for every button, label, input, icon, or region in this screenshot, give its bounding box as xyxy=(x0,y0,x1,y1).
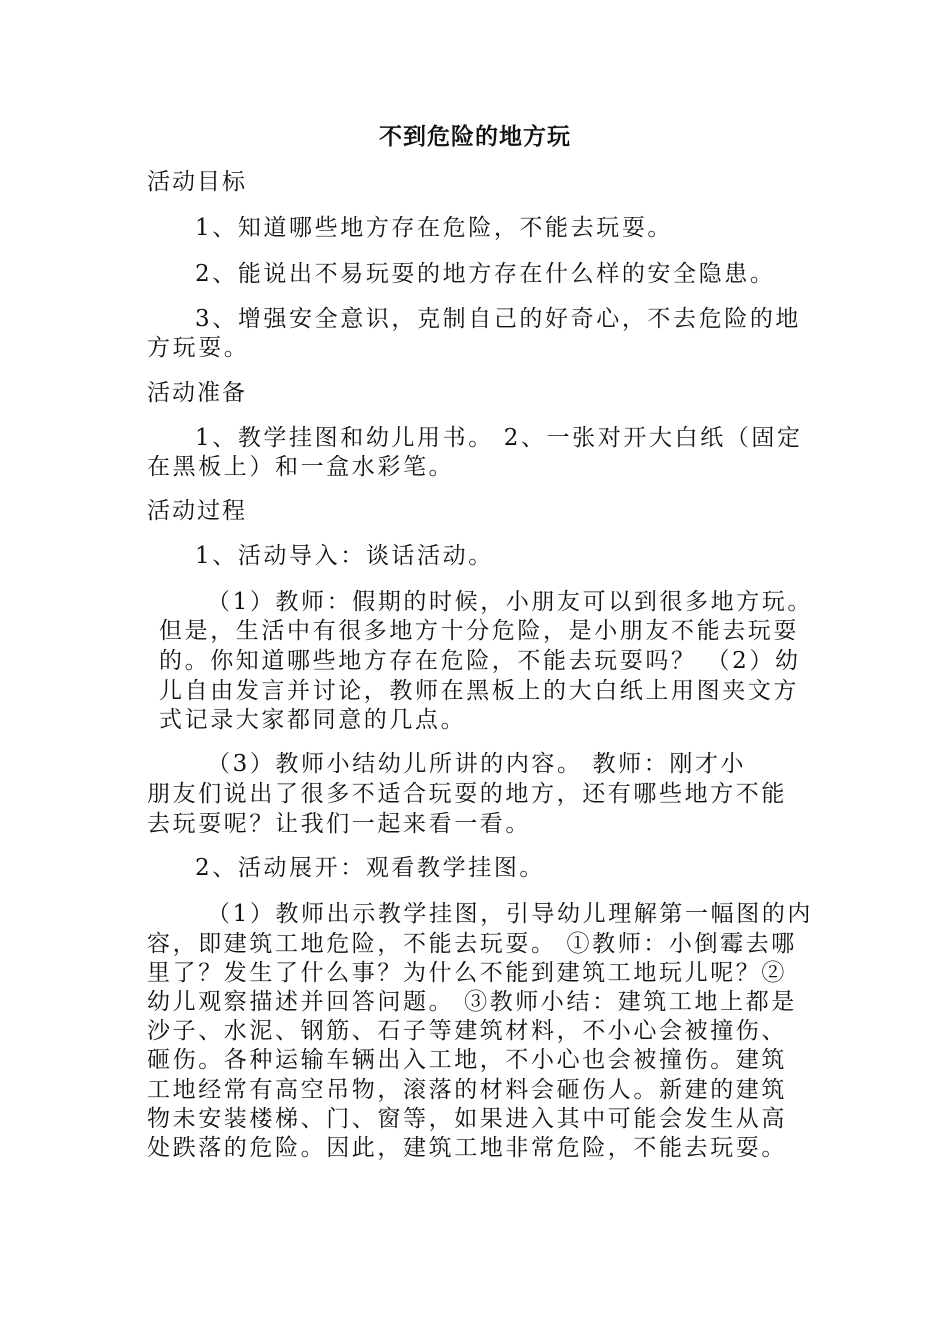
section-heading-prep: 活动准备 xyxy=(147,380,247,406)
process-p1-line3: 的。你知道哪些地方存在危险，不能去玩耍吗？ （2）幼 xyxy=(159,648,801,674)
process-p1-line1: （1）教师：假期的时候，小朋友可以到很多地方玩。 xyxy=(207,589,814,615)
goal-item-1: 1、知道哪些地方存在危险，不能去玩耍。 xyxy=(195,215,674,241)
process-step-1: 1、活动导入：谈话活动。 xyxy=(195,543,494,569)
process-p2-line3: 去玩耍呢？让我们一起来看一看。 xyxy=(147,811,531,837)
process-p3-line7: 工地经常有高空吊物，滚落的材料会砸伤人。新建的建筑 xyxy=(147,1077,787,1103)
goal-item-3-line2: 方玩耍。 xyxy=(147,335,250,361)
process-p3-line3: 里了？发生了什么事？为什么不能到建筑工地玩儿呢？② xyxy=(147,960,787,986)
process-p3-line2: 容，即建筑工地危险，不能去玩耍。 ①教师：小倒霉去哪 xyxy=(147,931,797,957)
process-p3-line8: 物未安装楼梯、门、窗等，如果进入其中可能会发生从高 xyxy=(147,1106,787,1132)
process-p3-line9: 处跌落的危险。因此，建筑工地非常危险，不能去玩耍。 xyxy=(147,1135,787,1161)
process-step-2: 2、活动展开：观看教学挂图。 xyxy=(195,855,546,881)
goal-item-2: 2、能说出不易玩耍的地方存在什么样的安全隐患。 xyxy=(195,261,776,287)
document-title: 不到危险的地方玩 xyxy=(379,124,571,150)
process-p1-line2: 但是，生活中有很多地方十分危险，是小朋友不能去玩耍 xyxy=(159,618,799,644)
process-p2-line1: （3）教师小结幼儿所讲的内容。 教师：刚才小 xyxy=(207,751,747,777)
process-p3-line5: 沙子、水泥、钢筋、石子等建筑材料，不小心会被撞伤、 xyxy=(147,1018,787,1044)
process-p2-line2: 朋友们说出了很多不适合玩耍的地方，还有哪些地方不能 xyxy=(147,781,787,807)
process-p3-line4: 幼儿观察描述并回答问题。 ③教师小结：建筑工地上都是 xyxy=(147,989,797,1015)
goal-item-3-line1: 3、增强安全意识，克制自己的好奇心，不去危险的地 xyxy=(195,306,802,332)
process-p1-line5: 式记录大家都同意的几点。 xyxy=(159,707,467,733)
prep-line-2: 在黑板上）和一盒水彩笔。 xyxy=(147,454,455,480)
section-heading-process: 活动过程 xyxy=(147,498,247,524)
process-p1-line4: 儿自由发言并讨论，教师在黑板上的大白纸上用图夹文方 xyxy=(159,678,799,704)
prep-line-1: 1、教学挂图和幼儿用书。 2、一张对开大白纸（固定 xyxy=(195,425,803,451)
process-p3-line6: 砸伤。各种运输车辆出入工地，不小心也会被撞伤。建筑 xyxy=(147,1047,787,1073)
process-p3-line1: （1）教师出示教学挂图，引导幼儿理解第一幅图的内 xyxy=(207,901,814,927)
section-heading-goals: 活动目标 xyxy=(147,169,247,195)
